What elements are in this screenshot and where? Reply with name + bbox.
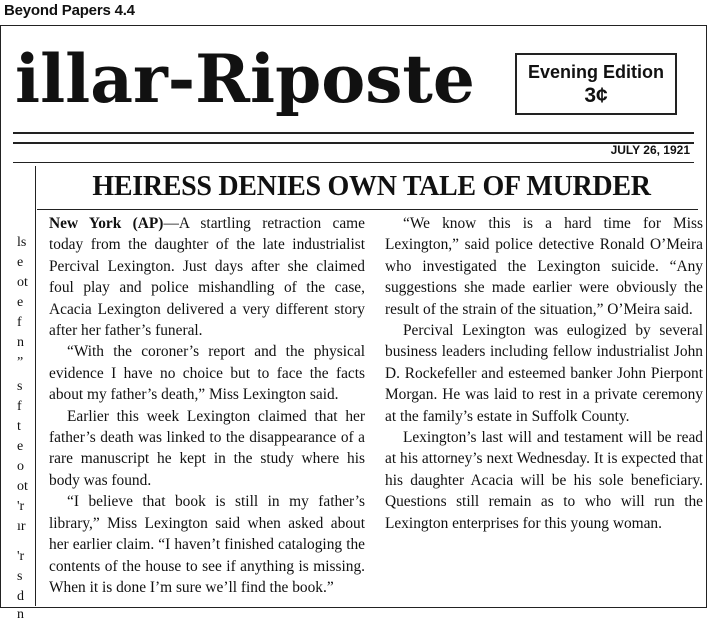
page-label: Beyond Papers 4.4	[4, 2, 135, 19]
edition-name: Evening Edition	[527, 62, 664, 82]
side-fragment: f	[17, 399, 22, 414]
side-fragment: n	[17, 335, 24, 350]
article-paragraph: Percival Lexington was eulogized by several business leaders including fellow industrialist John D. Rockefeller and esteemed banker John Pierpont Morgan. He was laid to rest in a private ceremony at the family’s estate in Suffolk County.	[385, 322, 703, 425]
side-fragment: ot	[17, 479, 28, 494]
article-paragraph: Lexington’s last will and testament will be read at his attorney’s next Wednesday. It is expected that his daughter Acacia will be his sole beneficiary. Questions still remain as to who will run the Lexington enterprises for this young woman.	[385, 429, 703, 532]
article-paragraph	[49, 213, 365, 341]
side-fragment: n	[17, 607, 24, 622]
side-fragment: ır	[17, 519, 26, 534]
article-paragraph: “We know this is a hard time for Miss Lexington,” said police detective Ronald O’Meira who investigated the Lexington suicide. “Any suggestions she made earlier were obviously the result of the strain of the situation,” O’Meira said.	[385, 215, 703, 318]
side-fragment: t	[17, 419, 21, 434]
article-paragraph: Earlier this week Lexington claimed that her father’s death was linked to the disappearance of a rare manuscript he kept in the study where his body was found.	[49, 407, 365, 489]
side-fragment: e	[17, 439, 24, 454]
side-fragment: ot	[17, 275, 28, 290]
article-paragraph: “I believe that book is still in my father’s library,” Miss Lexington said when asked about her earlier claim. “I haven’t finished cataloging the contents of the house to see if anything is missing. When it is done I’m sure we’ll find the book.”	[49, 493, 365, 596]
side-fragment: d	[17, 589, 24, 604]
side-fragment: s	[17, 569, 23, 584]
article-column-left	[49, 213, 365, 598]
side-fragment: ls	[17, 235, 27, 250]
date-rule	[13, 162, 694, 163]
headline-rule	[37, 209, 698, 210]
side-fragment: e	[17, 295, 24, 310]
side-fragment: 'r	[17, 549, 25, 564]
adjacent-column-fragment	[1, 166, 36, 622]
article-column-right	[385, 213, 703, 534]
side-fragment: e	[17, 255, 24, 270]
newspaper-page	[0, 25, 707, 622]
article-dateline: New York (AP)	[49, 215, 164, 232]
side-fragment: ”	[17, 355, 24, 370]
side-fragment: 'r	[17, 499, 25, 514]
article-paragraph: “With the coroner’s report and the physical evidence I have no choice but to face the facts about my father’s death,” Miss Lexington said.	[49, 343, 365, 404]
side-fragment: f	[17, 315, 22, 330]
paragraph-text: —A startling retraction came today from the daughter of the late industrialist Percival Lexington. Just days after she claimed foul play and police mishandling of the case, Acacia Lexington delivered a very different story after her father’s funeral.	[49, 215, 365, 340]
masthead-title: illar-Riposte	[15, 40, 475, 118]
edition-price: 3¢	[584, 84, 608, 107]
side-fragment: s	[17, 379, 23, 394]
side-fragment: o	[17, 459, 24, 474]
issue-date: JULY 26, 1921	[610, 143, 690, 157]
headline: HEIRESS DENIES OWN TALE OF MURDER	[92, 171, 651, 202]
masthead-rule	[13, 132, 694, 144]
edition-box	[515, 53, 677, 115]
